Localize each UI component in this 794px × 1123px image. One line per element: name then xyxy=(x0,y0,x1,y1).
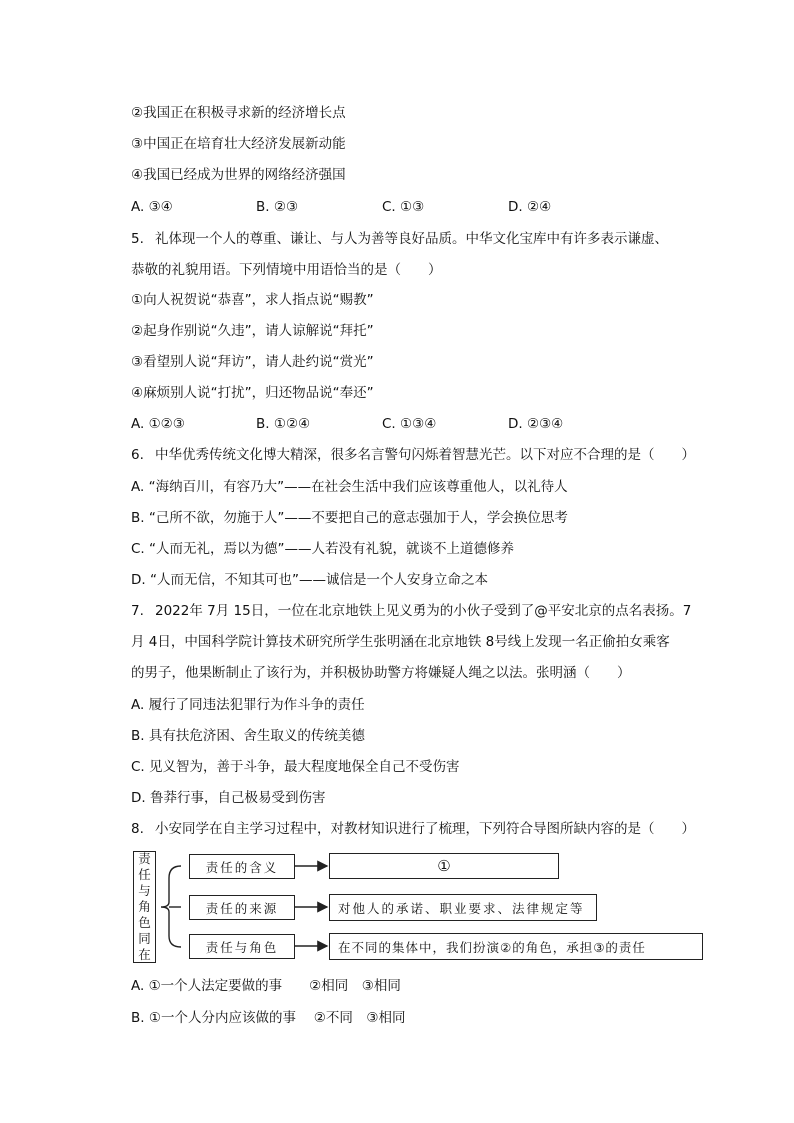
q6-option-d[interactable]: D. “人而无信，不知其可也”——诚信是一个人安身立命之本 xyxy=(131,572,488,588)
mind-map-value-role: 在不同的集体中，我们扮演②的角色，承担③的责任 xyxy=(329,933,703,960)
option-item-4: ④我国已经成为世界的网络经济强国 xyxy=(131,167,346,183)
q8-stem-text: 小安同学在自主学习过程中，对教材知识进行了梳理，下列符合导图所缺内容的是（ ） xyxy=(155,821,695,837)
q6-option-b[interactable]: B. “己所不欲，勿施于人”——不要把自己的意志强加于人，学会换位思考 xyxy=(131,510,568,526)
q8-stem xyxy=(131,819,695,839)
mind-map-label-role: 责任与角色 xyxy=(189,934,295,959)
mind-map-label-meaning: 责任的含义 xyxy=(189,854,295,879)
q7-option-a[interactable]: A. 履行了同违法犯罪行为作斗争的责任 xyxy=(131,697,365,713)
mind-map-value-source: 对他人的承诺、职业要求、法律规定等 xyxy=(329,894,597,921)
q5-item-1: ①向人祝贺说“恭喜”，求人指点说“赐教” xyxy=(131,292,374,308)
mind-map-root xyxy=(133,851,156,963)
option-item-3: ③中国正在培育壮大经济发展新动能 xyxy=(131,136,346,152)
q5-stem-line-1 xyxy=(131,229,668,249)
q5-number: 5. xyxy=(131,231,144,247)
option-item-2: ②我国正在积极寻求新的经济增长点 xyxy=(131,105,346,121)
q7-stem-line-2: 月 4日，中国科学院计算技术研究所学生张明涵在北京地铁 8号线上发现一名正偷拍女乘客 xyxy=(131,634,670,650)
q6-option-a[interactable]: A. “海纳百川，有容乃大”——在社会生活中我们应该尊重他人，以礼待人 xyxy=(131,479,568,495)
q5-option-b[interactable]: B. ①②④ xyxy=(256,416,311,432)
q5-option-a[interactable]: A. ①②③ xyxy=(131,416,185,432)
q4-option-a[interactable]: A. ③④ xyxy=(131,199,173,215)
q6-stem-text: 中华优秀传统文化博大精深，很多名言警句闪烁着智慧光芒。以下对应不合理的是（ ） xyxy=(155,447,695,463)
q5-item-3: ③看望别人说“拜访”，请人赴约说“赏光” xyxy=(131,354,374,370)
q7-option-c[interactable]: C. 见义智为，善于斗争，最大程度地保全自己不受伤害 xyxy=(131,759,460,775)
mind-map-label-source: 责任的来源 xyxy=(189,895,295,920)
q8-option-a[interactable]: A. ①一个人法定要做的事 ②相同 ③相同 xyxy=(131,978,401,994)
q7-stem-line-3: 的男子，他果断制止了该行为，并积极协助警方将嫌疑人绳之以法。张明涵（ ） xyxy=(131,665,631,681)
q7-stem-line-1 xyxy=(131,601,691,621)
mind-map-diagram xyxy=(131,848,731,968)
q7-option-d[interactable]: D. 鲁莽行事，自己极易受到伤害 xyxy=(131,790,326,806)
q7-option-b[interactable]: B. 具有扶危济困、舍生取义的传统美德 xyxy=(131,728,365,744)
mind-map-root-label: 责任与角色同在 xyxy=(138,851,151,962)
q7-stem-text-1: 2022年 7月 15日，一位在北京地铁上见义勇为的小伙子受到了@平安北京的点名表扬。7 xyxy=(155,603,692,619)
q6-option-c[interactable]: C. “人而无礼，焉以为德”——人若没有礼貌，就谈不上道德修养 xyxy=(131,541,514,557)
q4-option-c[interactable]: C. ①③ xyxy=(382,199,425,215)
q5-stem-line-2: 恭敬的礼貌用语。下列情境中用语恰当的是（ ） xyxy=(131,262,442,278)
q7-number: 7. xyxy=(131,603,144,619)
q5-item-2: ②起身作别说“久违”，请人谅解说“拜托” xyxy=(131,323,374,339)
q5-option-c[interactable]: C. ①③④ xyxy=(382,416,437,432)
q6-number: 6. xyxy=(131,447,144,463)
q4-option-b[interactable]: B. ②③ xyxy=(256,199,299,215)
mind-map-value-blank-1: ① xyxy=(329,853,559,879)
q5-item-4: ④麻烦别人说“打扰”，归还物品说“奉还” xyxy=(131,385,374,401)
q8-option-b[interactable]: B. ①一个人分内应该做的事 ②不同 ③相同 xyxy=(131,1010,406,1026)
q4-option-d[interactable]: D. ②④ xyxy=(508,199,552,215)
q6-stem xyxy=(131,445,695,465)
q5-option-d[interactable]: D. ②③④ xyxy=(508,416,564,432)
q8-number: 8. xyxy=(131,821,144,837)
q5-stem-text-1: 礼体现一个人的尊重、谦让、与人为善等良好品质。中华文化宝库中有许多表示谦虚、 xyxy=(155,231,668,247)
